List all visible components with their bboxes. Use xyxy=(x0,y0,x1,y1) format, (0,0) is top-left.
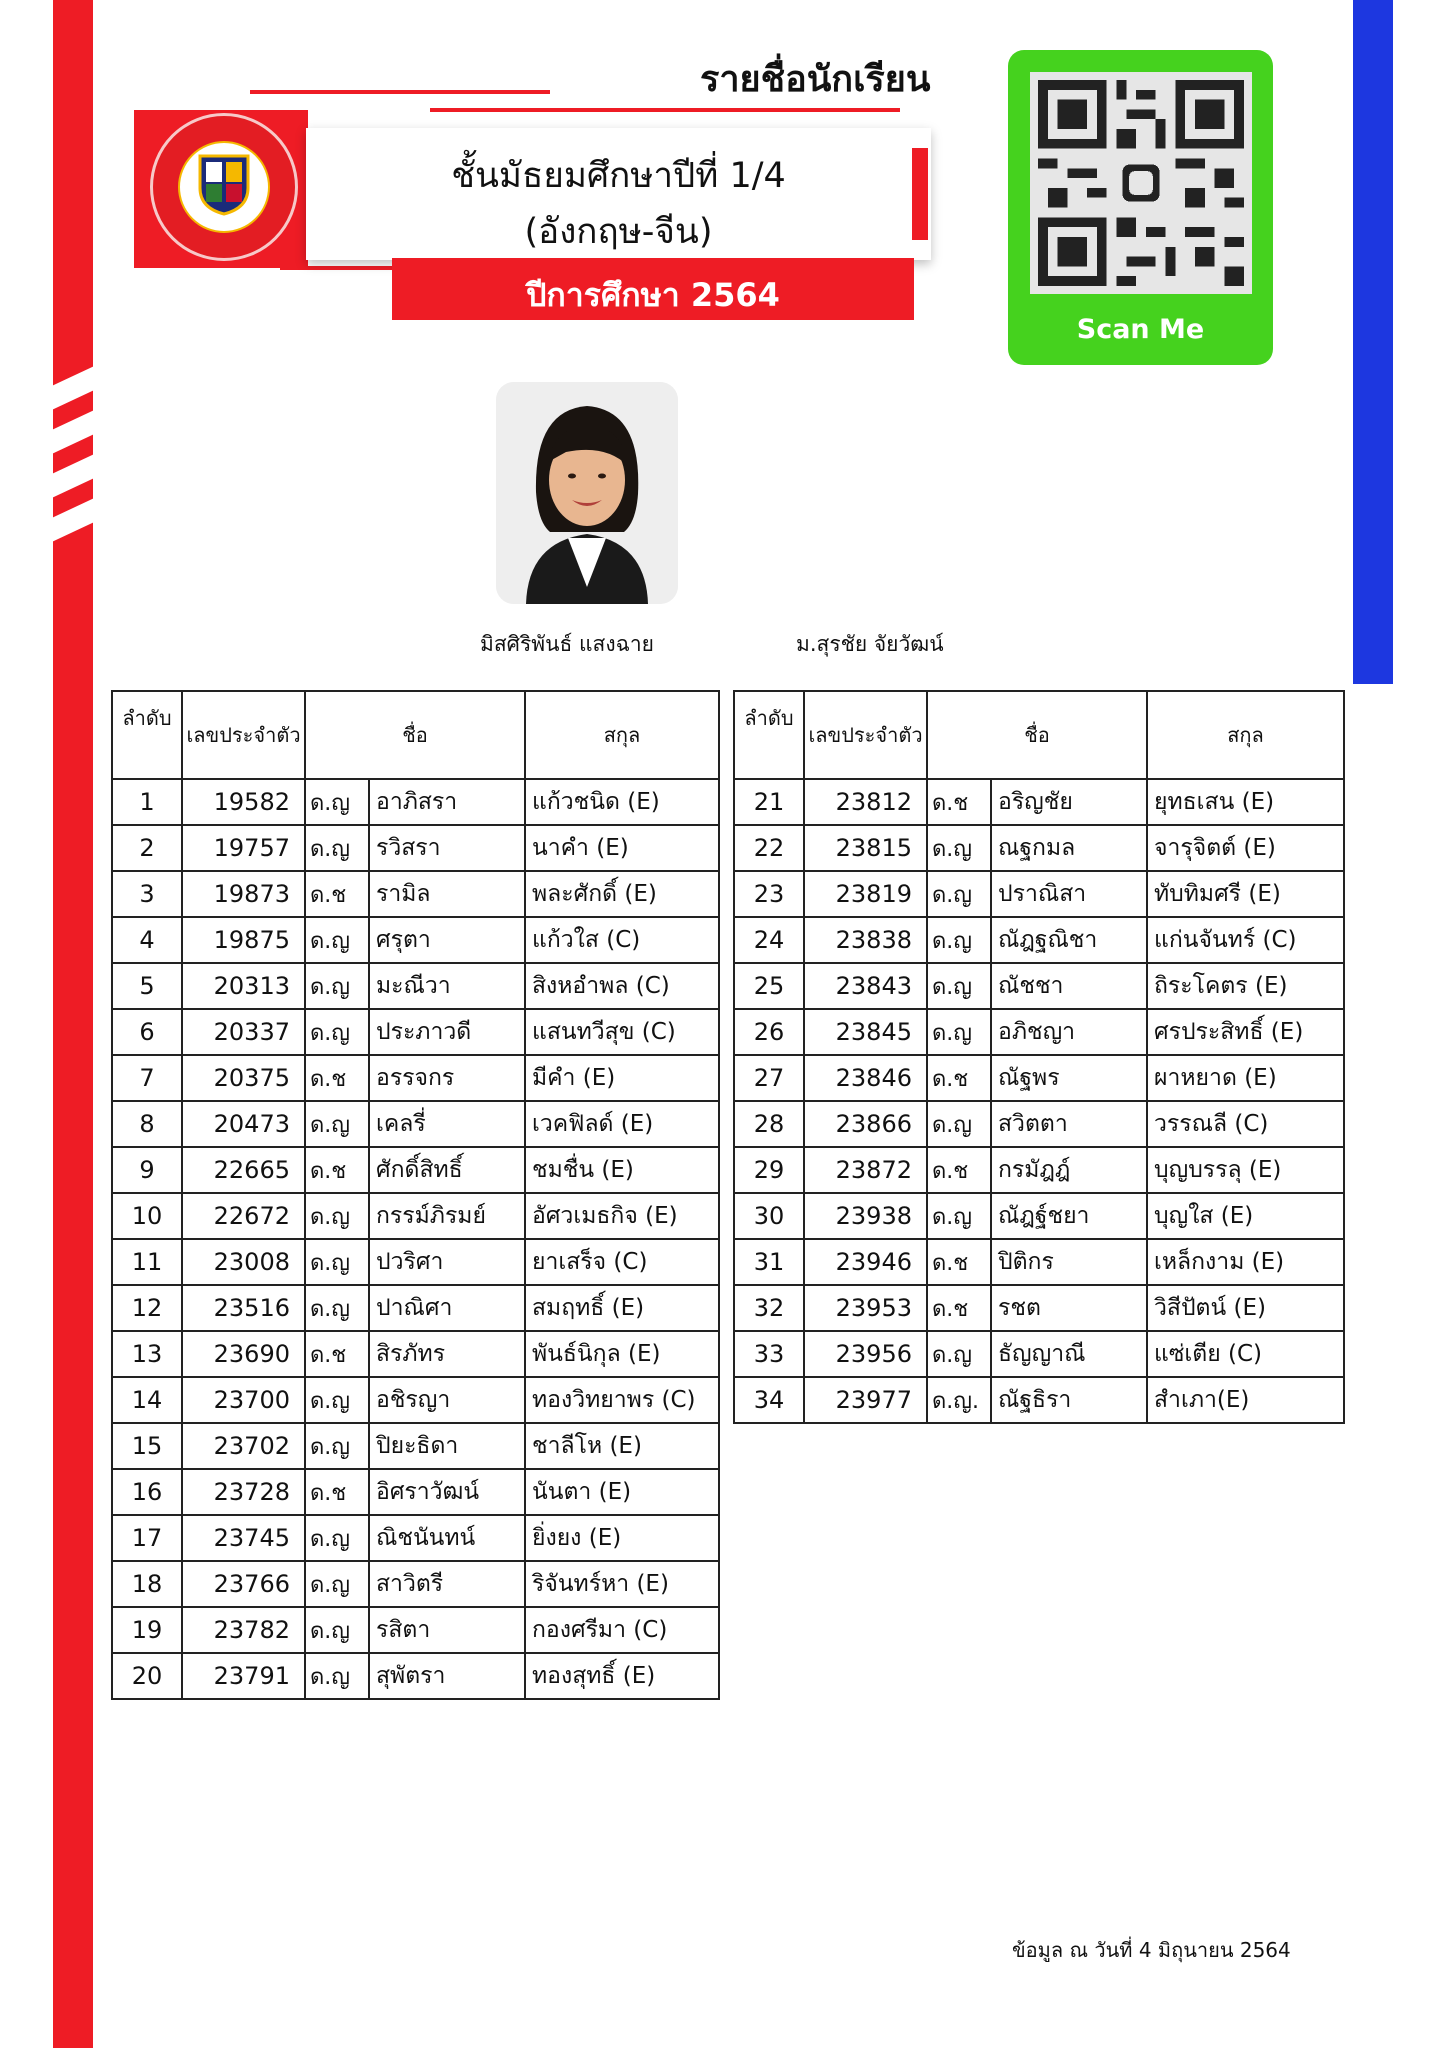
student-prefix: ด.ญ xyxy=(305,1653,369,1699)
student-number: 2 xyxy=(112,825,182,871)
student-id: 23866 xyxy=(804,1101,927,1147)
student-prefix: ด.ช xyxy=(927,779,991,825)
student-number: 4 xyxy=(112,917,182,963)
academic-year: ปีการศึกษา 2564 xyxy=(526,276,780,314)
student-prefix: ด.ญ xyxy=(305,1423,369,1469)
student-id: 20473 xyxy=(182,1101,305,1147)
student-first-name: ณัฐธิรา xyxy=(991,1377,1147,1423)
student-first-name: ณัฎฐณิชา xyxy=(991,917,1147,963)
table-row xyxy=(112,1285,719,1331)
student-prefix: ด.ช xyxy=(305,1331,369,1377)
student-prefix: ด.ญ xyxy=(305,1561,369,1607)
student-number: 14 xyxy=(112,1377,182,1423)
student-id: 23791 xyxy=(182,1653,305,1699)
student-id: 23700 xyxy=(182,1377,305,1423)
student-id: 23846 xyxy=(804,1055,927,1101)
student-id: 23977 xyxy=(804,1377,927,1423)
table-row xyxy=(112,825,719,871)
student-surname: นาคำ (E) xyxy=(525,825,719,871)
student-number: 10 xyxy=(112,1193,182,1239)
student-id: 20313 xyxy=(182,963,305,1009)
student-prefix: ด.ช xyxy=(927,1147,991,1193)
student-surname: สำเภา(E) xyxy=(1147,1377,1344,1423)
table-row xyxy=(112,963,719,1009)
student-number: 22 xyxy=(734,825,804,871)
student-prefix: ด.ญ xyxy=(305,1515,369,1561)
qr-scan-label: Scan Me xyxy=(1076,314,1205,345)
student-first-name: อรรจกร xyxy=(369,1055,525,1101)
student-first-name: กรรม์ภิรมย์ xyxy=(369,1193,525,1239)
student-id: 23956 xyxy=(804,1331,927,1377)
page-title: รายชื่อนักเรียน xyxy=(700,59,931,100)
student-surname: บุญบรรลุ (E) xyxy=(1147,1147,1344,1193)
student-id: 23702 xyxy=(182,1423,305,1469)
student-surname: แก่นจันทร์ (C) xyxy=(1147,917,1344,963)
student-number: 29 xyxy=(734,1147,804,1193)
teacher-photo xyxy=(496,382,678,604)
student-number: 8 xyxy=(112,1101,182,1147)
student-number: 17 xyxy=(112,1515,182,1561)
student-number: 15 xyxy=(112,1423,182,1469)
student-prefix: ด.ญ xyxy=(927,1331,991,1377)
student-id: 19873 xyxy=(182,871,305,917)
student-first-name: ศักดิ์สิทธิ์ xyxy=(369,1147,525,1193)
student-first-name: สุพัตรา xyxy=(369,1653,525,1699)
student-id: 19875 xyxy=(182,917,305,963)
student-prefix: ด.ช xyxy=(927,1239,991,1285)
student-id: 23812 xyxy=(804,779,927,825)
student-surname: พละศักดิ์ (E) xyxy=(525,871,719,917)
table-row xyxy=(734,917,1344,963)
table-row xyxy=(734,1331,1344,1377)
table-row xyxy=(112,1239,719,1285)
student-first-name: ปราณิสา xyxy=(991,871,1147,917)
table-row xyxy=(734,1285,1344,1331)
table-row xyxy=(112,1653,719,1699)
student-prefix: ด.ญ xyxy=(927,871,991,917)
student-id: 23782 xyxy=(182,1607,305,1653)
student-prefix: ด.ช xyxy=(927,1055,991,1101)
student-prefix: ด.ญ xyxy=(927,1009,991,1055)
student-prefix: ด.ญ xyxy=(305,1377,369,1423)
student-first-name: ปิติกร xyxy=(991,1239,1147,1285)
student-first-name: รสิตา xyxy=(369,1607,525,1653)
student-number: 31 xyxy=(734,1239,804,1285)
student-number: 32 xyxy=(734,1285,804,1331)
student-id: 23766 xyxy=(182,1561,305,1607)
student-first-name: อิศราวัฒน์ xyxy=(369,1469,525,1515)
student-id: 22672 xyxy=(182,1193,305,1239)
student-surname: พันธ์นิกุล (E) xyxy=(525,1331,719,1377)
qr-code-icon[interactable] xyxy=(1038,80,1244,286)
table-row xyxy=(112,779,719,825)
header-name: ชื่อ xyxy=(305,691,525,779)
student-number: 9 xyxy=(112,1147,182,1193)
student-surname: ยิ่งยง (E) xyxy=(525,1515,719,1561)
student-surname: กองศรีมา (C) xyxy=(525,1607,719,1653)
header-no: ลำดับ xyxy=(112,691,182,779)
student-number: 5 xyxy=(112,963,182,1009)
student-prefix: ด.ช xyxy=(305,871,369,917)
class-program: (อังกฤษ-จีน) xyxy=(524,212,713,252)
student-first-name: ณัฐพร xyxy=(991,1055,1147,1101)
student-number: 3 xyxy=(112,871,182,917)
student-surname: ชมชื่น (E) xyxy=(525,1147,719,1193)
table-row xyxy=(112,871,719,917)
table-row xyxy=(734,779,1344,825)
student-prefix: ด.ช xyxy=(927,1285,991,1331)
student-prefix: ด.ช xyxy=(305,1147,369,1193)
student-prefix: ด.ญ xyxy=(305,825,369,871)
student-surname: แซ่เตีย (C) xyxy=(1147,1331,1344,1377)
student-id: 23843 xyxy=(804,963,927,1009)
student-surname: ทองสุทธิ์ (E) xyxy=(525,1653,719,1699)
student-surname: ผาหยาด (E) xyxy=(1147,1055,1344,1101)
student-id: 23946 xyxy=(804,1239,927,1285)
student-first-name: ธัญญาณี xyxy=(991,1331,1147,1377)
table-row xyxy=(112,1055,719,1101)
student-first-name: มะณีวา xyxy=(369,963,525,1009)
table-row xyxy=(112,1607,719,1653)
student-number: 25 xyxy=(734,963,804,1009)
student-number: 1 xyxy=(112,779,182,825)
table-row xyxy=(734,871,1344,917)
header-line xyxy=(250,90,550,94)
student-prefix: ด.ช xyxy=(305,1469,369,1515)
table-row xyxy=(734,963,1344,1009)
student-surname: มีคำ (E) xyxy=(525,1055,719,1101)
student-id: 23728 xyxy=(182,1469,305,1515)
student-surname: ทองวิทยาพร (C) xyxy=(525,1377,719,1423)
table-row xyxy=(112,1331,719,1377)
student-surname: ริจันทร์หา (E) xyxy=(525,1561,719,1607)
student-number: 28 xyxy=(734,1101,804,1147)
student-surname: เหล็กงาม (E) xyxy=(1147,1239,1344,1285)
student-prefix: ด.ญ xyxy=(927,917,991,963)
student-id: 23845 xyxy=(804,1009,927,1055)
table-row xyxy=(734,1101,1344,1147)
student-number: 24 xyxy=(734,917,804,963)
student-prefix: ด.ญ xyxy=(305,1009,369,1055)
student-first-name: รชต xyxy=(991,1285,1147,1331)
student-surname: แก้วชนิด (E) xyxy=(525,779,719,825)
right-blue-bar xyxy=(1353,0,1393,684)
student-id: 23008 xyxy=(182,1239,305,1285)
student-prefix: ด.ญ xyxy=(927,963,991,1009)
student-first-name: รวิสรา xyxy=(369,825,525,871)
student-id: 23815 xyxy=(804,825,927,871)
student-first-name: ณัฎฐ์ชยา xyxy=(991,1193,1147,1239)
student-number: 12 xyxy=(112,1285,182,1331)
student-number: 6 xyxy=(112,1009,182,1055)
teacher-name: ม.สุรชัย จัยวัฒน์ xyxy=(796,632,944,656)
table-row xyxy=(734,1147,1344,1193)
student-id: 23745 xyxy=(182,1515,305,1561)
student-first-name: รามิล xyxy=(369,871,525,917)
student-surname: วิสีปัตน์ (E) xyxy=(1147,1285,1344,1331)
header-id: เลขประจำตัว xyxy=(182,691,305,779)
student-first-name: ปวริศา xyxy=(369,1239,525,1285)
student-first-name: เคลรี่ xyxy=(369,1101,525,1147)
table-row xyxy=(112,1469,719,1515)
student-number: 11 xyxy=(112,1239,182,1285)
table-row xyxy=(734,1009,1344,1055)
student-prefix: ด.ญ xyxy=(927,1193,991,1239)
student-first-name: อาภิสรา xyxy=(369,779,525,825)
student-prefix: ด.ญ xyxy=(305,779,369,825)
student-number: 21 xyxy=(734,779,804,825)
student-id: 23938 xyxy=(804,1193,927,1239)
table-row xyxy=(112,1515,719,1561)
student-first-name: ณัชชา xyxy=(991,963,1147,1009)
student-surname: แสนทวีสุข (C) xyxy=(525,1009,719,1055)
header-no: ลำดับ xyxy=(734,691,804,779)
table-row xyxy=(734,1193,1344,1239)
student-surname: สิงหอำพล (C) xyxy=(525,963,719,1009)
table-row xyxy=(112,1193,719,1239)
header-name: ชื่อ xyxy=(927,691,1147,779)
student-id: 23838 xyxy=(804,917,927,963)
student-surname: ยุทธเสน (E) xyxy=(1147,779,1344,825)
student-id: 20375 xyxy=(182,1055,305,1101)
student-id: 23819 xyxy=(804,871,927,917)
shield-icon xyxy=(198,154,250,216)
data-date-note: ข้อมูล ณ วันที่ 4 มิถุนายน 2564 xyxy=(1012,1938,1291,1962)
header-line xyxy=(430,108,900,112)
student-number: 20 xyxy=(112,1653,182,1699)
table-row xyxy=(734,825,1344,871)
student-first-name: สิรภัทร xyxy=(369,1331,525,1377)
student-table-left xyxy=(111,690,720,1700)
table-row xyxy=(734,1377,1344,1423)
header-surname: สกุล xyxy=(1147,691,1344,779)
student-prefix: ด.ญ. xyxy=(927,1377,991,1423)
student-surname: ยาเสร็จ (C) xyxy=(525,1239,719,1285)
student-prefix: ด.ญ xyxy=(305,1193,369,1239)
student-number: 23 xyxy=(734,871,804,917)
student-surname: แก้วใส (C) xyxy=(525,917,719,963)
student-number: 16 xyxy=(112,1469,182,1515)
header-id: เลขประจำตัว xyxy=(804,691,927,779)
student-first-name: กรมัฎฎ์ xyxy=(991,1147,1147,1193)
student-number: 34 xyxy=(734,1377,804,1423)
student-number: 26 xyxy=(734,1009,804,1055)
table-row xyxy=(112,1101,719,1147)
student-prefix: ด.ญ xyxy=(305,1285,369,1331)
student-prefix: ด.ญ xyxy=(305,963,369,1009)
student-surname: เวคฟิลด์ (E) xyxy=(525,1101,719,1147)
student-first-name: ปาณิศา xyxy=(369,1285,525,1331)
student-first-name: สาวิตรี xyxy=(369,1561,525,1607)
student-number: 19 xyxy=(112,1607,182,1653)
student-first-name: ณฐกมล xyxy=(991,825,1147,871)
student-first-name: สวิตตา xyxy=(991,1101,1147,1147)
table-row xyxy=(112,1009,719,1055)
student-surname: นันตา (E) xyxy=(525,1469,719,1515)
student-id: 20337 xyxy=(182,1009,305,1055)
student-prefix: ด.ญ xyxy=(927,825,991,871)
student-id: 19582 xyxy=(182,779,305,825)
student-first-name: อชิรญา xyxy=(369,1377,525,1423)
student-prefix: ด.ช xyxy=(305,1055,369,1101)
student-id: 23872 xyxy=(804,1147,927,1193)
student-prefix: ด.ญ xyxy=(305,1101,369,1147)
student-first-name: อริญชัย xyxy=(991,779,1147,825)
student-prefix: ด.ญ xyxy=(305,1239,369,1285)
student-id: 23516 xyxy=(182,1285,305,1331)
student-surname: บุญใส (E) xyxy=(1147,1193,1344,1239)
table-row xyxy=(734,1055,1344,1101)
student-surname: ชาลีโห (E) xyxy=(525,1423,719,1469)
left-red-bar xyxy=(53,0,93,2048)
header-surname: สกุล xyxy=(525,691,719,779)
teacher-name: มิสศิริพันธ์ แสงฉาย xyxy=(480,632,654,656)
student-surname: ศรประสิทธิ์ (E) xyxy=(1147,1009,1344,1055)
class-name: ชั้นมัธยมศึกษาปีที่ 1/4 xyxy=(451,156,786,196)
student-first-name: ศรุตา xyxy=(369,917,525,963)
student-surname: อัศวเมธกิจ (E) xyxy=(525,1193,719,1239)
table-row xyxy=(734,1239,1344,1285)
student-table-right xyxy=(733,690,1345,1424)
student-first-name: ประภาวดี xyxy=(369,1009,525,1055)
student-first-name: ปิยะธิดา xyxy=(369,1423,525,1469)
student-prefix: ด.ญ xyxy=(305,917,369,963)
table-row xyxy=(112,1147,719,1193)
student-surname: จารุจิตต์ (E) xyxy=(1147,825,1344,871)
student-prefix: ด.ญ xyxy=(305,1607,369,1653)
student-id: 19757 xyxy=(182,825,305,871)
student-number: 7 xyxy=(112,1055,182,1101)
table-row xyxy=(112,917,719,963)
student-first-name: ณิชนันทน์ xyxy=(369,1515,525,1561)
student-number: 27 xyxy=(734,1055,804,1101)
table-row xyxy=(112,1377,719,1423)
student-number: 33 xyxy=(734,1331,804,1377)
student-surname: สมฤทธิ์ (E) xyxy=(525,1285,719,1331)
student-surname: ถิระโคตร (E) xyxy=(1147,963,1344,1009)
student-number: 18 xyxy=(112,1561,182,1607)
student-surname: วรรณลี (C) xyxy=(1147,1101,1344,1147)
student-number: 13 xyxy=(112,1331,182,1377)
student-first-name: อภิชญา xyxy=(991,1009,1147,1055)
table-row xyxy=(112,1561,719,1607)
student-id: 23690 xyxy=(182,1331,305,1377)
table-row xyxy=(112,1423,719,1469)
student-id: 22665 xyxy=(182,1147,305,1193)
student-number: 30 xyxy=(734,1193,804,1239)
student-prefix: ด.ญ xyxy=(927,1101,991,1147)
student-surname: ทับทิมศรี (E) xyxy=(1147,871,1344,917)
student-id: 23953 xyxy=(804,1285,927,1331)
